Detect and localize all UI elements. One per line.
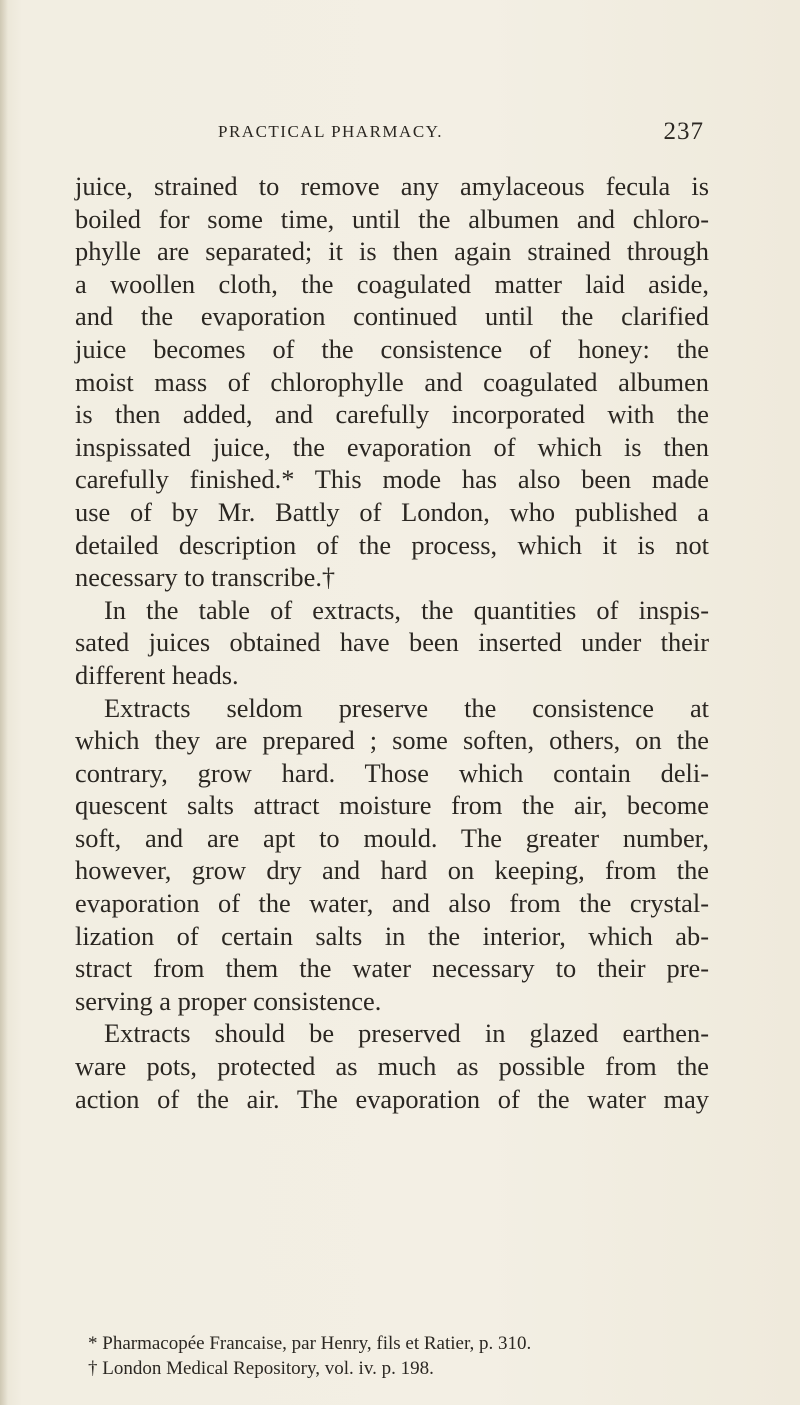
text-line: Extracts should be preserved in glazed earthen- bbox=[104, 1018, 709, 1049]
text-line: boiled for some time, until the albumen and chloro- bbox=[75, 203, 709, 234]
text-line: Extracts seldom preserve the consistence at bbox=[104, 692, 709, 723]
body-text bbox=[75, 170, 709, 1115]
text-line: is then added, and carefully incorporated with the bbox=[75, 399, 709, 430]
page-number: 237 bbox=[663, 118, 704, 145]
text-line: soft, and are apt to mould. The greater number, bbox=[75, 822, 709, 853]
text-line: juice, strained to remove any amylaceous fecula is bbox=[75, 171, 709, 201]
text-line: sated juices obtained have been inserted under their bbox=[75, 627, 709, 658]
running-head bbox=[90, 118, 704, 148]
text-line: moist mass of chlorophylle and coagulated albumen bbox=[75, 366, 709, 397]
text-line: use of by Mr. Battly of London, who published a bbox=[75, 496, 709, 527]
text-line: different heads. bbox=[75, 659, 239, 690]
text-line: carefully finished.* This mode has also been made bbox=[75, 464, 709, 495]
text-line: ware pots, protected as much as possible from the bbox=[75, 1051, 709, 1082]
text-line: quescent salts attract moisture from the air, become bbox=[75, 790, 709, 821]
text-line: however, grow dry and hard on keeping, from the bbox=[75, 855, 709, 886]
text-line: juice becomes of the consistence of honey: the bbox=[75, 333, 709, 364]
text-line: inspissated juice, the evaporation of which is then bbox=[75, 431, 709, 462]
running-head-title: PRACTICAL PHARMACY. bbox=[218, 122, 443, 141]
footnote: * Pharmacopée Francaise, par Henry, fils et Ratier, p. 310. bbox=[88, 1333, 532, 1354]
text-line: a woollen cloth, the coagulated matter laid aside, bbox=[75, 268, 709, 299]
text-line: lization of certain salts in the interior, which ab- bbox=[75, 920, 709, 951]
text-line: contrary, grow hard. Those which contain deli- bbox=[75, 757, 709, 788]
text-line: serving a proper consistence. bbox=[75, 985, 382, 1016]
footnotes bbox=[88, 1331, 708, 1381]
spine-shadow bbox=[0, 0, 8, 1405]
text-line: necessary to transcribe.† bbox=[75, 562, 336, 593]
text-line: action of the air. The evaporation of the water may bbox=[75, 1083, 709, 1114]
text-line: detailed description of the process, which it is not bbox=[75, 529, 709, 560]
text-line: which they are prepared ; some soften, others, on the bbox=[75, 725, 709, 756]
text-line: evaporation of the water, and also from the crystal- bbox=[75, 888, 709, 919]
text-line: phylle are separated; it is then again strained through bbox=[75, 236, 709, 267]
footnote: † London Medical Repository, vol. iv. p. 198. bbox=[88, 1358, 434, 1379]
text-line: stract from them the water necessary to their pre- bbox=[75, 953, 709, 984]
text-line: and the evaporation continued until the clarified bbox=[75, 301, 709, 332]
text-line: In the table of extracts, the quantities of inspis- bbox=[104, 594, 709, 625]
